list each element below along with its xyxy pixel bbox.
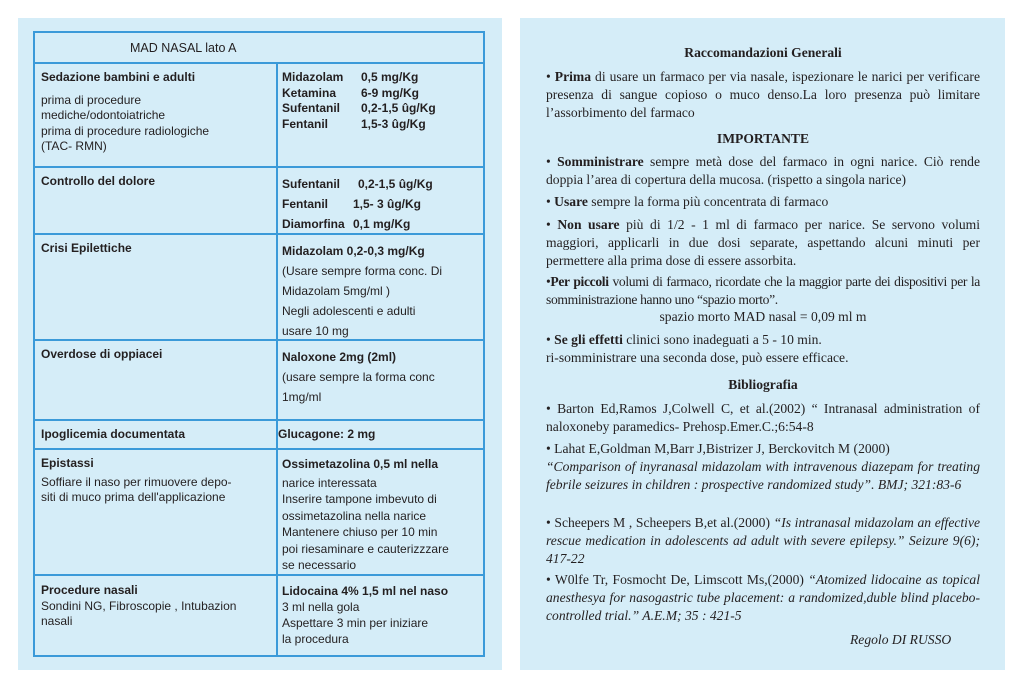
row-desc-line: (TAC- RMN): [41, 139, 107, 153]
drug-note: se necessario: [282, 558, 357, 572]
drug-note: poi riesaminare e cauterizzzare: [282, 541, 449, 556]
drug-title: Glucagone: 2 mg: [278, 427, 376, 441]
drug-title: Naloxone 2mg (2ml): [282, 350, 397, 364]
drug-note: Mantenere chiuso per 10 min: [282, 525, 438, 539]
row-desc-line: mediche/odontoiatriche: [41, 108, 166, 122]
dead-space-line: spazio morto MAD nasal = 0,09 ml m: [659, 309, 867, 324]
drug-line: Fentanil 1,5- 3 ûg/Kg: [282, 197, 422, 211]
row-desc-line: nasali: [41, 614, 73, 628]
reference-3: • Scheepers M , Scheepers B,et al.(2000) “Is intranasal midazolam an effective rescue medication in adolescents ad adult with severe epilepsy.” Seizure 9(6); 417-22: [546, 515, 981, 566]
drug-line: Ketamina 6-9 mg/Kg: [282, 85, 420, 100]
table-row: [35, 450, 483, 576]
table-row: [35, 235, 483, 341]
signature: Regolo DI RUSSO: [850, 632, 952, 647]
drug-line: Fentanil 1,5-3 ûg/Kg: [282, 116, 426, 131]
row-desc-line: prima di procedure: [41, 92, 142, 107]
paragraph-per-piccoli: •Per piccoli volumi di farmaco, ricordate che la maggior parte dei dispositivi per la somministrazione hanno uno “spazio morto”.: [546, 274, 980, 307]
drug-note: la procedura: [282, 632, 349, 646]
row-desc-line: Soffiare il naso per rimuovere depo-: [41, 474, 232, 489]
drug-note: usare 10 mg: [282, 324, 349, 338]
paragraph-non-usare: • Non usare più di 1/2 - 1 ml di farmaco per narice. Se servono volumi maggiori, applicarli in due dosi separate, aspettando alcuni minuti per permettere alla prima dose di essere assorbita.: [546, 217, 980, 268]
paragraph-se-gli-effetti: • Se gli effetti clinici sono inadeguati a 5 - 10 min. ri-somministrare una seconda dose, può essere efficace.: [546, 332, 849, 365]
important-heading: IMPORTANTE: [716, 131, 810, 146]
drug-note: Midazolam 5mg/ml ): [282, 284, 391, 298]
row-heading: Procedure nasali: [41, 583, 138, 597]
row-desc-line: siti di muco prima dell'applicazione: [41, 490, 226, 504]
row-heading: Sedazione bambini e adulti: [41, 70, 196, 84]
reference-4: • W0lfe Tr, Fosmocht De, Limscott Ms,(2000) “Atomized lidocaine as topical anesthesya for nasogastric tube placement: a randomized,duble blind placebo-controlled trial.” A.E.M; 35 : 421-5: [546, 572, 980, 623]
drug-title: Ossimetazolina 0,5 ml nella: [282, 457, 439, 471]
table-row: [35, 341, 483, 421]
drug-title: Midazolam 0,2-0,3 mg/Kg: [282, 244, 425, 258]
row-desc-line: prima di procedure radiologiche: [41, 123, 210, 138]
reference-2: • Lahat E,Goldman M,Barr J,Bistrizer J, Berckovitch M (2000) “Comparison of inyranasal midazolam with intravenous diazepam for treating febrile seizures in children : prospective randomized study”. BMJ; 321:83-6: [546, 441, 980, 492]
row-heading: Crisi Epilettiche: [41, 241, 132, 255]
row-heading: Overdose di oppiacei: [41, 347, 163, 361]
bibliography-heading: Bibliografia: [728, 377, 798, 392]
table-row: [35, 168, 483, 235]
table-title: MAD NASAL lato A: [35, 33, 483, 64]
row-heading: Ipoglicemia documentata: [41, 427, 186, 441]
reference-1: • Barton Ed,Ramos J,Colwell C, et al.(2002) “ Intranasal administration of naloxoneby paramedics- Prehosp.Emer.C.;6:54-8: [546, 401, 980, 434]
drug-line: Diamorfina 0,1 mg/Kg: [282, 217, 411, 231]
right-panel: [520, 18, 1005, 670]
drug-note: 1mg/ml: [282, 390, 322, 404]
drug-note: (usare sempre la forma conc: [282, 370, 435, 384]
table-row: [35, 64, 483, 168]
general-recommendations-heading: Raccomandazioni Generali: [684, 45, 842, 60]
drug-line: Sufentanil 0,2-1,5 ûg/Kg: [282, 177, 433, 191]
drug-title: Lidocaina 4% 1,5 ml nel naso: [282, 584, 449, 598]
row-desc-line: Sondini NG, Fibroscopie , Intubazion: [41, 598, 237, 613]
drug-line: Sufentanil 0,2-1,5 ûg/Kg: [282, 101, 436, 115]
drug-note: Inserire tampone imbevuto di: [282, 492, 437, 506]
paragraph-prima: • Prima di usare un farmaco per via nasale, ispezionare le narici per verificare presenza di sangue copioso o muco denso.La loro presenza può limitare l’assorbimento del farmaco: [546, 69, 980, 120]
drug-note: Aspettare 3 min per iniziare: [282, 616, 429, 630]
row-heading: Epistassi: [41, 456, 94, 470]
drug-note: Negli adolescenti e adulti: [282, 304, 416, 318]
drug-note: 3 ml nella gola: [282, 600, 360, 614]
paragraph-somministrare: • Somministrare sempre metà dose del farmaco in ogni narice. Ciò rende doppia l’area di copertura della mucosa. (rispetto a singola narice): [546, 154, 980, 187]
row-heading: Controllo del dolore: [41, 174, 155, 188]
left-panel: [18, 18, 502, 670]
drug-note: (Usare sempre forma conc. Di: [282, 264, 443, 278]
table-row: [35, 576, 483, 657]
drug-table: [33, 31, 485, 657]
drug-line: Midazolam 0,5 mg/Kg: [282, 70, 419, 84]
paragraph-usare: • Usare sempre la forma più concentrata di farmaco: [546, 194, 829, 209]
table-row: [35, 421, 483, 450]
drug-note: narice interessata: [282, 475, 377, 490]
drug-note: ossimetazolina nella narice: [282, 508, 427, 523]
